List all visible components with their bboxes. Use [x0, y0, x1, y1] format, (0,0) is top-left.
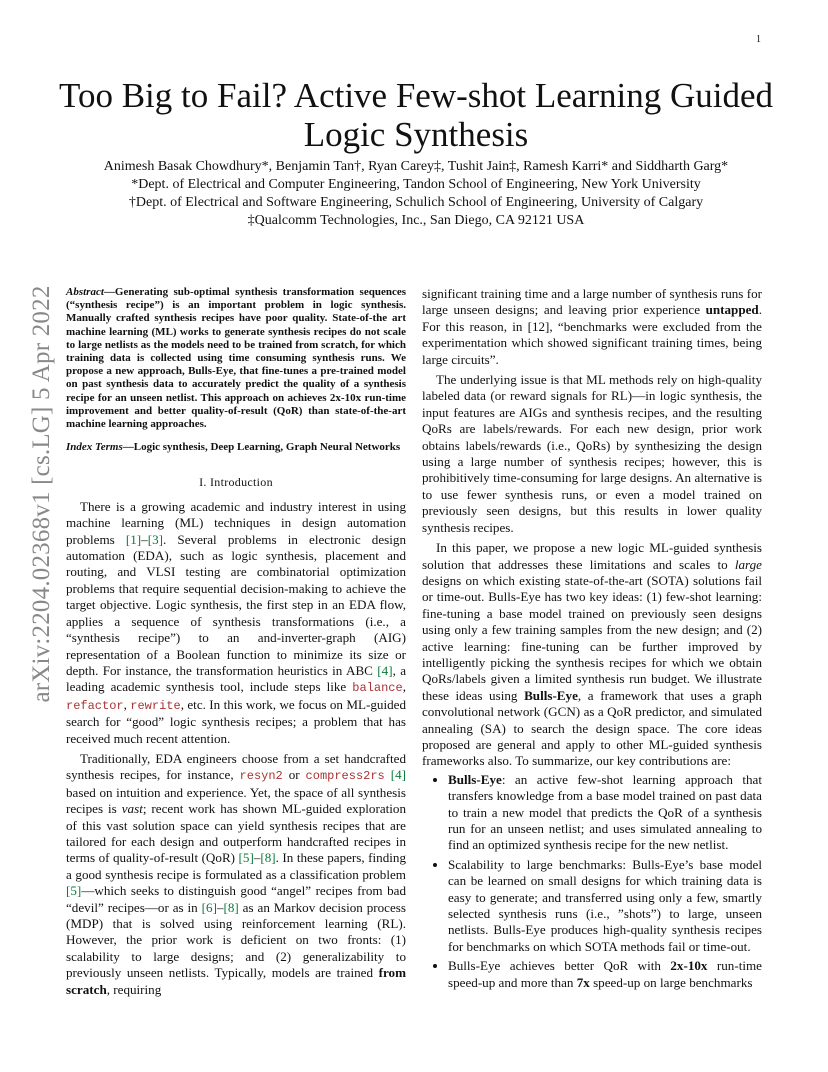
index-terms-label: Index Terms: [66, 441, 123, 454]
citation-link[interactable]: [5]: [66, 883, 82, 899]
title-line-2: Logic Synthesis: [303, 115, 529, 154]
abstract: [66, 286, 406, 431]
contributions-list: [422, 772, 762, 991]
left-column: [66, 286, 406, 998]
title-line-1: Too Big to Fail? Active Few-shot Learning Guided: [59, 76, 773, 115]
author-list: Animesh Basak Chowdhury*, Benjamin Tan†, Ryan Carey‡, Tushit Jain‡, Ramesh Karri* and Siddharth Garg*: [103, 159, 729, 174]
citation-link[interactable]: [3]: [147, 531, 163, 547]
affiliation-calgary: †Dept. of Electrical and Software Engineering, Schulich School of Engineering, University of Calgary: [128, 195, 704, 210]
citation-link[interactable]: [4]: [377, 662, 393, 678]
code-refactor: refactor: [66, 698, 124, 713]
citation-link[interactable]: [6]: [201, 899, 217, 915]
intro-paragraph-1: There is a growing academic and industry interest in using machine learning (ML) techniques in design automation problems [1]–[3]. Several problems in electronic design automation (EDA), such as logic synthesis, placement and routing, and VLSI testing are combinatorial optimization problems that require sequential decision-making to achieve the target objective. Logic synthesis, the first step in an EDA flow, applies a sequence of synthesis transformations (i.e., a “synthesis recipe”) to an and-inverter-graph (AIG) representation of a Boolean function to minimize its size or depth. For instance, the transformation heuristics in ABC [4], a leading academic synthesis tool, include steps like balance, refactor, rewrite, etc. In this work, we focus on ML-guided search for “good” logic synthesis recipes; a problem that has received much recent attention.: [66, 498, 407, 746]
citation-link[interactable]: [8]: [223, 899, 239, 915]
abstract-text: —Generating sub-optimal synthesis transformation sequences (“synthesis recipe”) is an important problem in logic synthesis. Manually crafted synthesis recipes have poor quality. State-of-the art machine learning (ML) works to generate synthesis recipes do not scale to large netlists as the models need to be trained from scratch, for which training data is collected using time consuming synthesis runs. We propose a new approach, Bulls-Eye, that fine-tunes a pre-trained model on past synthesis data to accurately predict the quality of a synthesis recipe for an unseen netlist. This approach on achieves 2x-10x run-time improvement and better quality-of-result (QoR) than state-of-the-art machine learning approaches.: [66, 286, 406, 431]
code-balance: balance: [352, 681, 403, 696]
paper-title: [40, 76, 792, 154]
list-item: • Scalability to large benchmarks: Bulls-Eye’s base model can be learned on small designs for which training data is easy to generate; and transferred using only a few, smartly selected synthesis runs (i.e., ”shots”) to large, unseen netlists. Bulls-Eye produces high-quality synthesis recipes for benchmarks on which SOTA methods fail or time-out.: [448, 857, 762, 955]
author-block: [40, 158, 792, 230]
list-item: • Bulls-Eye achieves better QoR with 2x-10x run-time speed-up and more than 7x speed-up on large benchmarks: [448, 958, 762, 991]
citation-link[interactable]: [4]: [390, 767, 406, 783]
abstract-label: Abstract: [66, 286, 104, 298]
intro-paragraph-3: significant training time and a large number of synthesis runs for large unseen designs; and leaving prior experience untapped. For this reason, in [12], “benchmarks were excluded from the experimentation which showed significant training times, being large circuits”.: [422, 286, 762, 367]
affiliation-nyu: *Dept. of Electrical and Computer Engineering, Tandon School of Engineering, New York University: [131, 177, 701, 192]
index-terms: [66, 441, 406, 454]
citation-link[interactable]: [5]: [238, 850, 254, 866]
list-item: • Bulls-Eye: an active few-shot learning approach that transfers knowledge from a base model trained on past data to train a new model that predicts the QoR of a synthesis run for an unseen netlist; and uses simulated annealing to find an optimized synthesis recipe for the new netlist.: [448, 772, 762, 854]
code-rewrite: rewrite: [130, 698, 181, 713]
page-number: 1: [756, 34, 761, 45]
citation-link[interactable]: [8]: [260, 850, 276, 866]
intro-paragraph-5: In this paper, we propose a new logic ML-guided synthesis solution that addresses these limitations and scales to large designs on which existing state-of-the-art (SOTA) solutions fail or time-out. Bulls-Eye has two key ideas: (1) few-shot learning: fine-tuning a base model trained on previously seen designs using only a few training samples from the new design; and (2) active learning: fine-tuning can be further improved by intelligently picking the synthesis recipes for which we obtain QoRs/labels given a limited synthesis run budget. We illustrate these ideas using Bulls-Eye, a framework that uses a graph convolutional network (GCN) as a QoR predictor, and simulated annealing (SA) to search the design space. The core ideas proposed are general and apply to other ML-guided synthesis frameworks also. To summarize, our key contributions are:: [422, 540, 762, 769]
intro-paragraph-2: Traditionally, EDA engineers choose from a set handcrafted synthesis recipes, for instance, resyn2 or compress2rs [4] based on intuition and experience. Yet, the space of all synthesis recipes is vast; recent work has shown ML-guided exploration of this vast solution space can yield synthesis recipes that are tailored for each design and outperform handcrafted recipes in terms of quality-of-result (QoR) [5]–[8]. In these papers, finding a good synthesis recipe is formulated as a classification problem [5]—which seeks to distinguish good “angel” recipes from bad “devil” recipes—or as in [6]–[8] as an Markov decision process (MDP) that is solved using reinforcement learning (RL). However, the prior work is deficient on two fronts: (1) scalability to large designs; and (2) generalizability to previously unseen netlists. Typically, models are trained from scratch, requiring: [66, 750, 407, 997]
arxiv-watermark: arXiv:2204.02368v1 [cs.LG] 5 Apr 2022: [28, 285, 55, 703]
index-terms-text: —Logic synthesis, Deep Learning, Graph Neural Networks: [122, 441, 401, 454]
right-column: [422, 286, 762, 994]
section-heading-introduction: I. Introduction: [199, 475, 273, 490]
code-compress2rs: compress2rs: [305, 769, 385, 784]
affiliation-qualcomm: ‡Qualcomm Technologies, Inc., San Diego, CA 92121 USA: [247, 213, 585, 228]
intro-paragraph-4: The underlying issue is that ML methods rely on high-quality labeled data (or reward signals for RL)—in logic synthesis, the input features are AIGs and synthesis recipes, and the resulting QoRs are labels/rewards. For each new design, prior work obtains labels/rewards (i.e., QoRs) by synthesizing the design using a large number of synthesis recipes; however, this is prohibitively time-consuming for large designs. An alternative is to use fewer synthesis runs, or even a model trained on previously seen designs, but this results in lower quality synthesis recipes.: [422, 372, 762, 535]
code-resyn2: resyn2: [239, 769, 283, 784]
citation-link[interactable]: [1]: [125, 531, 142, 547]
